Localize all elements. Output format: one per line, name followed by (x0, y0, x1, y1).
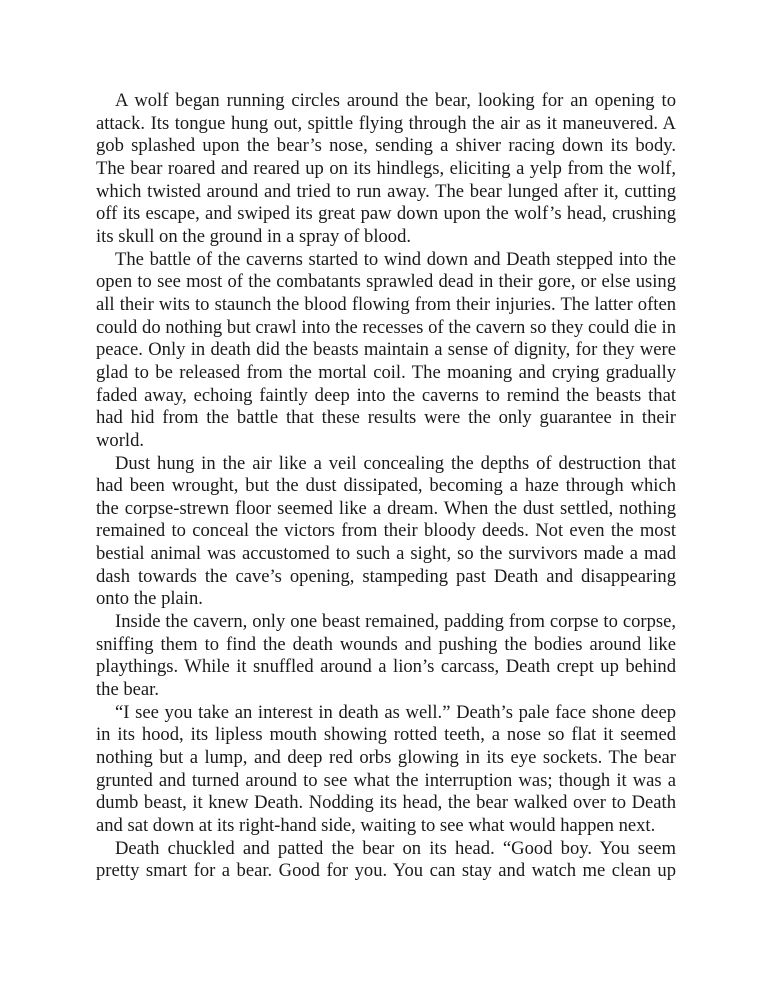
paragraph-4: Inside the cavern, only one beast remained, padding from corpse to corpse, sniffing them to find the death wounds and pushing the bodies around like playthings. While it snuffled around a lion’s carcass, Death crept up behind the bear. (96, 611, 676, 701)
paragraph-3: Dust hung in the air like a veil concealing the depths of destruction that had been wrought, but the dust dissipated, becoming a haze through which the corpse-strewn floor seemed like a dream. When the dust settled, nothing remained to conceal the victors from their bloody deeds. Not even the most bestial animal was accustomed to such a sight, so the survivors made a mad dash towards the cave’s opening, stampeding past Death and disappearing onto the plain. (96, 452, 676, 610)
body-text (96, 90, 676, 883)
paragraph-5: “I see you take an interest in death as well.” Death’s pale face shone deep in its hood, its lipless mouth showing rotted teeth, a nose so flat it seemed nothing but a lump, and deep red orbs glowing in its eye sockets. The bear grunted and turned around to see what the interruption was; though it was a dumb beast, it knew Death. Nodding its head, the bear walked over to Death and sat down at its right-hand side, waiting to see what would happen next. (96, 701, 676, 836)
paragraph-1: A wolf began running circles around the bear, looking for an opening to attack. Its tongue hung out, spittle flying through the air as it maneuvered. A gob splashed upon the bear’s nose, sending a shiver racing down its body. The bear roared and reared up on its hindlegs, eliciting a yelp from the wolf, which twisted around and tried to run away. The bear lunged after it, cutting off its escape, and swiped its great paw down upon the wolf’s head, crushing its skull on the ground in a spray of blood. (96, 90, 676, 247)
paragraph-2: The battle of the caverns started to wind down and Death stepped into the open to see most of the combatants sprawled dead in their gore, or else using all their wits to staunch the blood flowing from their injuries. The latter often could do nothing but crawl into the recesses of the cavern so they could die in peace. Only in death did the beasts maintain a sense of dignity, for they were glad to be released from the mortal coil. The moaning and crying gradually faded away, echoing faintly deep into the caverns to remind the beasts that had hid from the battle that these results were the only guarantee in their world. (96, 248, 676, 451)
paragraph-6: Death chuckled and patted the bear on its head. “Good boy. You seem pretty smart for a bear. Good for you. You can stay and watch me clean up (96, 837, 676, 882)
